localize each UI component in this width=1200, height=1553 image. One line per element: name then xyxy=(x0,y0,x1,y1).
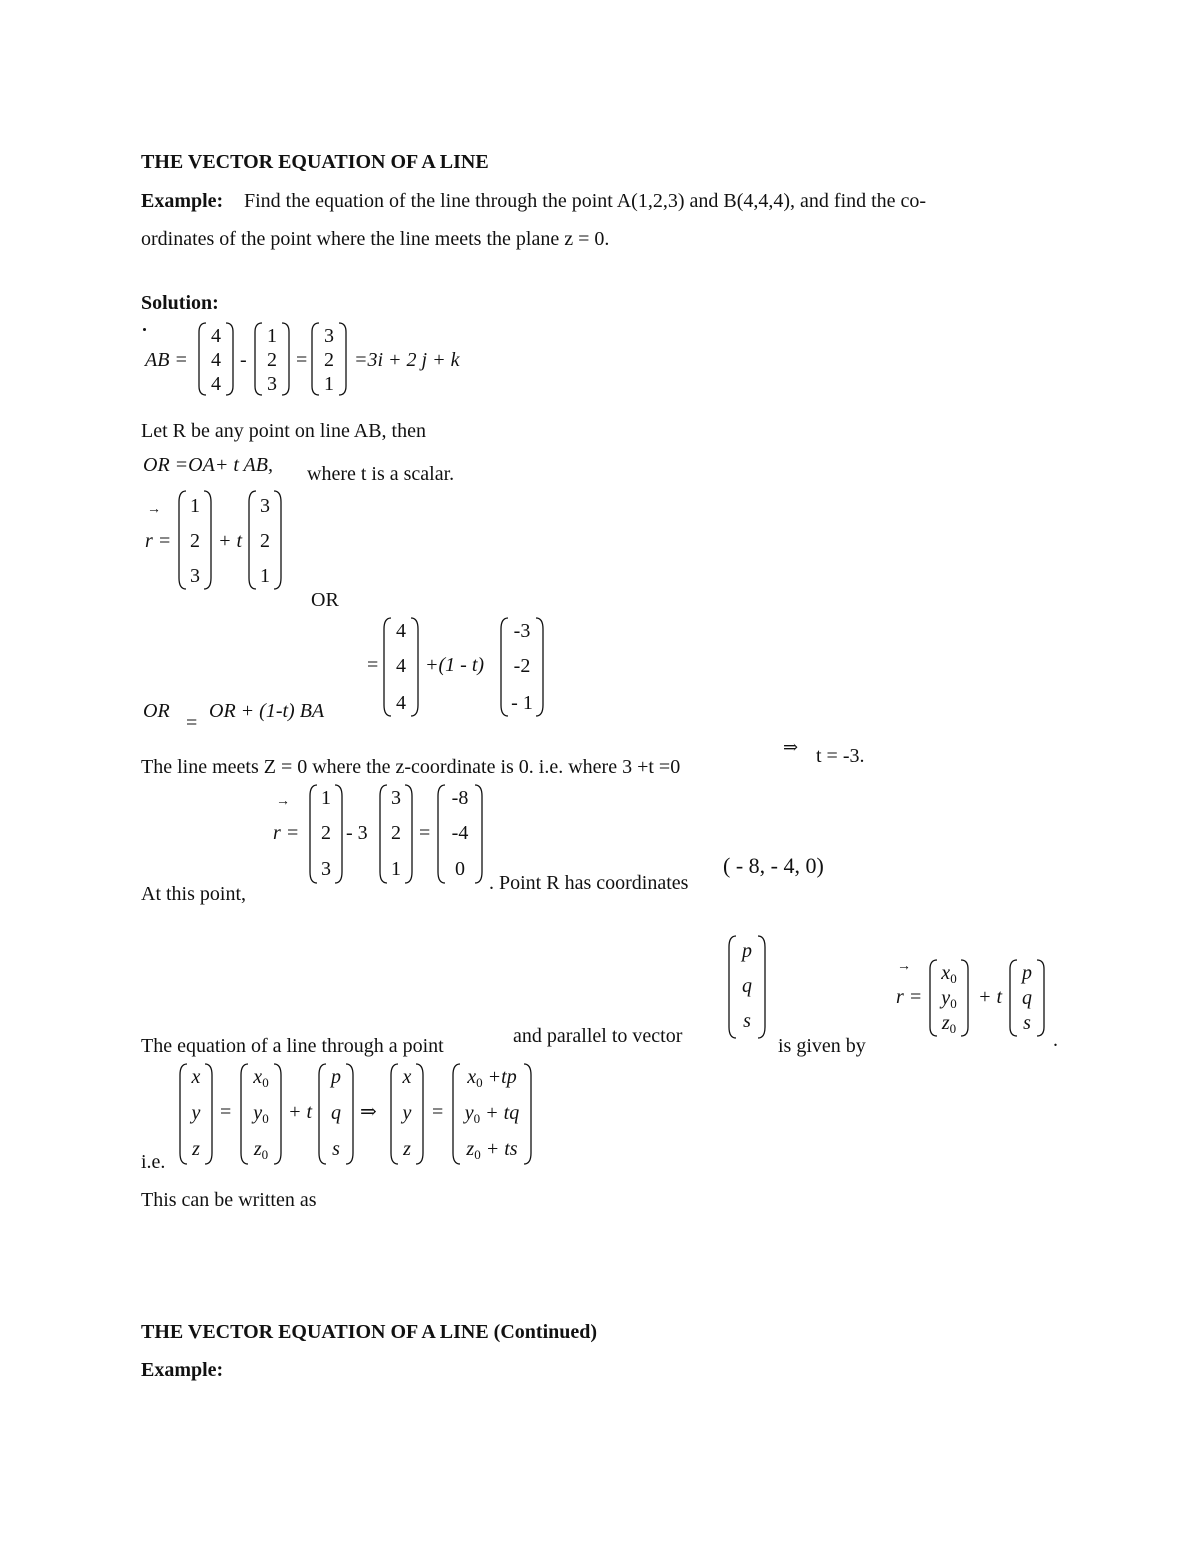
or-plus-ba: OR + (1-t) BA xyxy=(209,700,325,722)
vector-parametric-row-1: $x_0 +tp$ xyxy=(467,1066,517,1090)
vector-arrow-icon-3: → xyxy=(897,959,911,974)
ie-label: i.e. xyxy=(141,1151,166,1173)
vector-xyz-row-1: x xyxy=(191,1066,201,1088)
vector-xyz0-row-2: $y_0$ xyxy=(941,987,957,1011)
vector-ab-row-1: 3 xyxy=(324,325,334,347)
section-title-continued: THE VECTOR EQUATION OF A LINE (Continued) xyxy=(141,1321,598,1343)
vector-xyz0-2-row-2: $y_0$ xyxy=(253,1102,269,1126)
vector-r-row-2: -4 xyxy=(451,822,469,844)
line-meets-text: The line meets Z = 0 where the z-coordinate is 0. i.e. where 3 +t =0 xyxy=(141,756,681,778)
vector-xyz0-row-3: $z_0$ xyxy=(941,1012,957,1036)
equals-sign-4: = xyxy=(220,1101,232,1123)
vector-xyz-2-row-1: x xyxy=(402,1066,412,1088)
vector-xyz-2-row-2: y xyxy=(402,1102,412,1124)
plus-t-2: + t xyxy=(978,986,1003,1008)
plus-one-minus-t: +(1 - t) xyxy=(425,654,485,676)
vector-parametric xyxy=(452,1063,532,1165)
r-equals-2: r = xyxy=(273,822,300,844)
general-text-1: The equation of a line through a point xyxy=(141,1035,444,1057)
vector-b-2-row-2: 4 xyxy=(396,655,406,677)
vector-pqs-3-row-2: q xyxy=(331,1102,341,1124)
let-r-text: Let R be any point on line AB, then xyxy=(141,420,426,442)
vector-r-row-3: 0 xyxy=(455,858,465,880)
vector-ba-row-1: -3 xyxy=(513,620,531,642)
vector-ab-3 xyxy=(379,784,413,884)
vector-a-row-3: 3 xyxy=(267,373,277,395)
vector-a-3 xyxy=(309,784,343,884)
general-text-3: is given by xyxy=(778,1035,866,1057)
vector-xyz0-row-1: $x_0$ xyxy=(941,962,957,986)
implies-icon: ⇒ xyxy=(783,737,799,757)
vector-b-row-1: 4 xyxy=(211,325,221,347)
implies-icon-2: ⇒ xyxy=(360,1101,377,1123)
plus-t: + t xyxy=(218,530,243,552)
solution-label: Solution: xyxy=(141,292,219,314)
vector-a-row-2: 2 xyxy=(267,349,277,371)
or-equation: OR =OA+ t AB, xyxy=(143,454,273,476)
vector-pqs xyxy=(728,935,766,1039)
vector-xyz-row-2: y xyxy=(191,1102,201,1124)
or-word: OR xyxy=(311,589,339,611)
vector-ab-row-3: 1 xyxy=(324,373,334,395)
vector-a xyxy=(254,322,290,396)
vector-a-2-row-3: 3 xyxy=(190,565,200,587)
vector-pqs-row-2: q xyxy=(742,975,752,997)
vector-b-row-3: 4 xyxy=(211,373,221,395)
vector-r-row-1: -8 xyxy=(451,787,469,809)
vector-xyz0-2-row-1: $x_0$ xyxy=(253,1066,269,1090)
vector-pqs-3-row-3: s xyxy=(332,1138,340,1160)
vector-pqs-2-row-3: s xyxy=(1023,1012,1031,1034)
vector-ab-3-row-3: 1 xyxy=(391,858,401,880)
vector-a-3-row-2: 2 xyxy=(321,822,331,844)
vector-ba xyxy=(500,617,544,717)
vector-ab-2-row-3: 1 xyxy=(260,565,270,587)
vector-ab-3-row-1: 3 xyxy=(391,787,401,809)
trailing-period: . xyxy=(1053,1029,1058,1051)
or-equals-lowered: = xyxy=(186,712,198,734)
vector-b-2 xyxy=(383,617,419,717)
vector-ab-row-2: 2 xyxy=(324,349,334,371)
at-this-point-text: At this point, xyxy=(141,883,247,905)
minus-three: - 3 xyxy=(346,822,368,844)
vector-xyz0-2 xyxy=(240,1063,282,1165)
general-text-2: and parallel to vector xyxy=(513,1025,683,1047)
can-be-written-text: This can be written as xyxy=(141,1189,317,1211)
vector-pqs-2 xyxy=(1009,959,1045,1037)
or-lhs: OR xyxy=(143,700,170,722)
point-r-text: . Point R has coordinates xyxy=(489,872,689,894)
example-label: Example: xyxy=(141,190,224,212)
minus-sign: - xyxy=(240,349,247,371)
r-equals-3: r = xyxy=(896,986,923,1008)
vector-ba-row-2: -2 xyxy=(513,655,531,677)
vector-b-2-row-1: 4 xyxy=(396,620,406,642)
vector-ab-2-row-1: 3 xyxy=(260,495,270,517)
vector-a-2-row-1: 1 xyxy=(190,495,200,517)
vector-ba-row-3: - 1 xyxy=(511,692,533,714)
vector-pqs-2-row-1: p xyxy=(1022,962,1032,984)
vector-xyz0 xyxy=(929,959,969,1037)
vector-parametric-row-3: $z_0$ + ts xyxy=(466,1138,518,1162)
where-t-text: where t is a scalar. xyxy=(307,463,455,485)
equals-sign: = xyxy=(296,349,308,371)
vector-b-2-row-3: 4 xyxy=(396,692,406,714)
vector-xyz-2 xyxy=(390,1063,424,1165)
equals-sign-5: = xyxy=(432,1101,444,1123)
vector-a-3-row-1: 1 xyxy=(321,787,331,809)
plus-t-3: + t xyxy=(288,1101,313,1123)
vector-pqs-3-row-1: p xyxy=(331,1066,341,1088)
vector-pqs-row-3: s xyxy=(743,1010,751,1032)
ab-lhs: AB = xyxy=(145,349,188,371)
vector-pqs-row-1: p xyxy=(742,940,752,962)
vector-dot-mark xyxy=(143,328,146,331)
ab-result: =3i + 2 j + k xyxy=(354,349,460,371)
vector-a-2-row-2: 2 xyxy=(190,530,200,552)
vector-pqs-2-row-2: q xyxy=(1022,987,1032,1009)
equals-sign-3: = xyxy=(419,822,431,844)
point-r-coordinates: ( - 8, - 4, 0) xyxy=(723,853,824,878)
vector-arrow-icon-2: → xyxy=(276,794,290,809)
vector-a-3-row-3: 3 xyxy=(321,858,331,880)
vector-a-2 xyxy=(178,490,212,590)
vector-arrow-icon: → xyxy=(147,502,161,517)
r-equals: r = xyxy=(145,530,172,552)
vector-b xyxy=(198,322,234,396)
vector-ab-2-row-2: 2 xyxy=(260,530,270,552)
example-text-line-2: ordinates of the point where the line meets the plane z = 0. xyxy=(141,228,610,250)
page-title: THE VECTOR EQUATION OF A LINE xyxy=(141,151,489,173)
vector-ab-3-row-2: 2 xyxy=(391,822,401,844)
example-label-2: Example: xyxy=(141,1359,224,1381)
vector-a-row-1: 1 xyxy=(267,325,277,347)
vector-pqs-3 xyxy=(318,1063,354,1165)
vector-xyz xyxy=(179,1063,213,1165)
vector-xyz0-2-row-3: $z_0$ xyxy=(253,1138,269,1162)
vector-xyz-row-3: z xyxy=(192,1138,200,1160)
vector-xyz-2-row-3: z xyxy=(403,1138,411,1160)
vector-parametric-row-2: $y_0$ + tq xyxy=(464,1102,520,1126)
vector-b-row-2: 4 xyxy=(211,349,221,371)
vector-ab-2 xyxy=(248,490,282,590)
example-text-line-1: Find the equation of the line through the point A(1,2,3) and B(4,4,4), and find the co- xyxy=(244,190,927,212)
t-value: t = -3. xyxy=(816,745,865,767)
equals-sign-2: = xyxy=(367,654,379,676)
vector-r xyxy=(437,784,483,884)
vector-ab xyxy=(311,322,347,396)
